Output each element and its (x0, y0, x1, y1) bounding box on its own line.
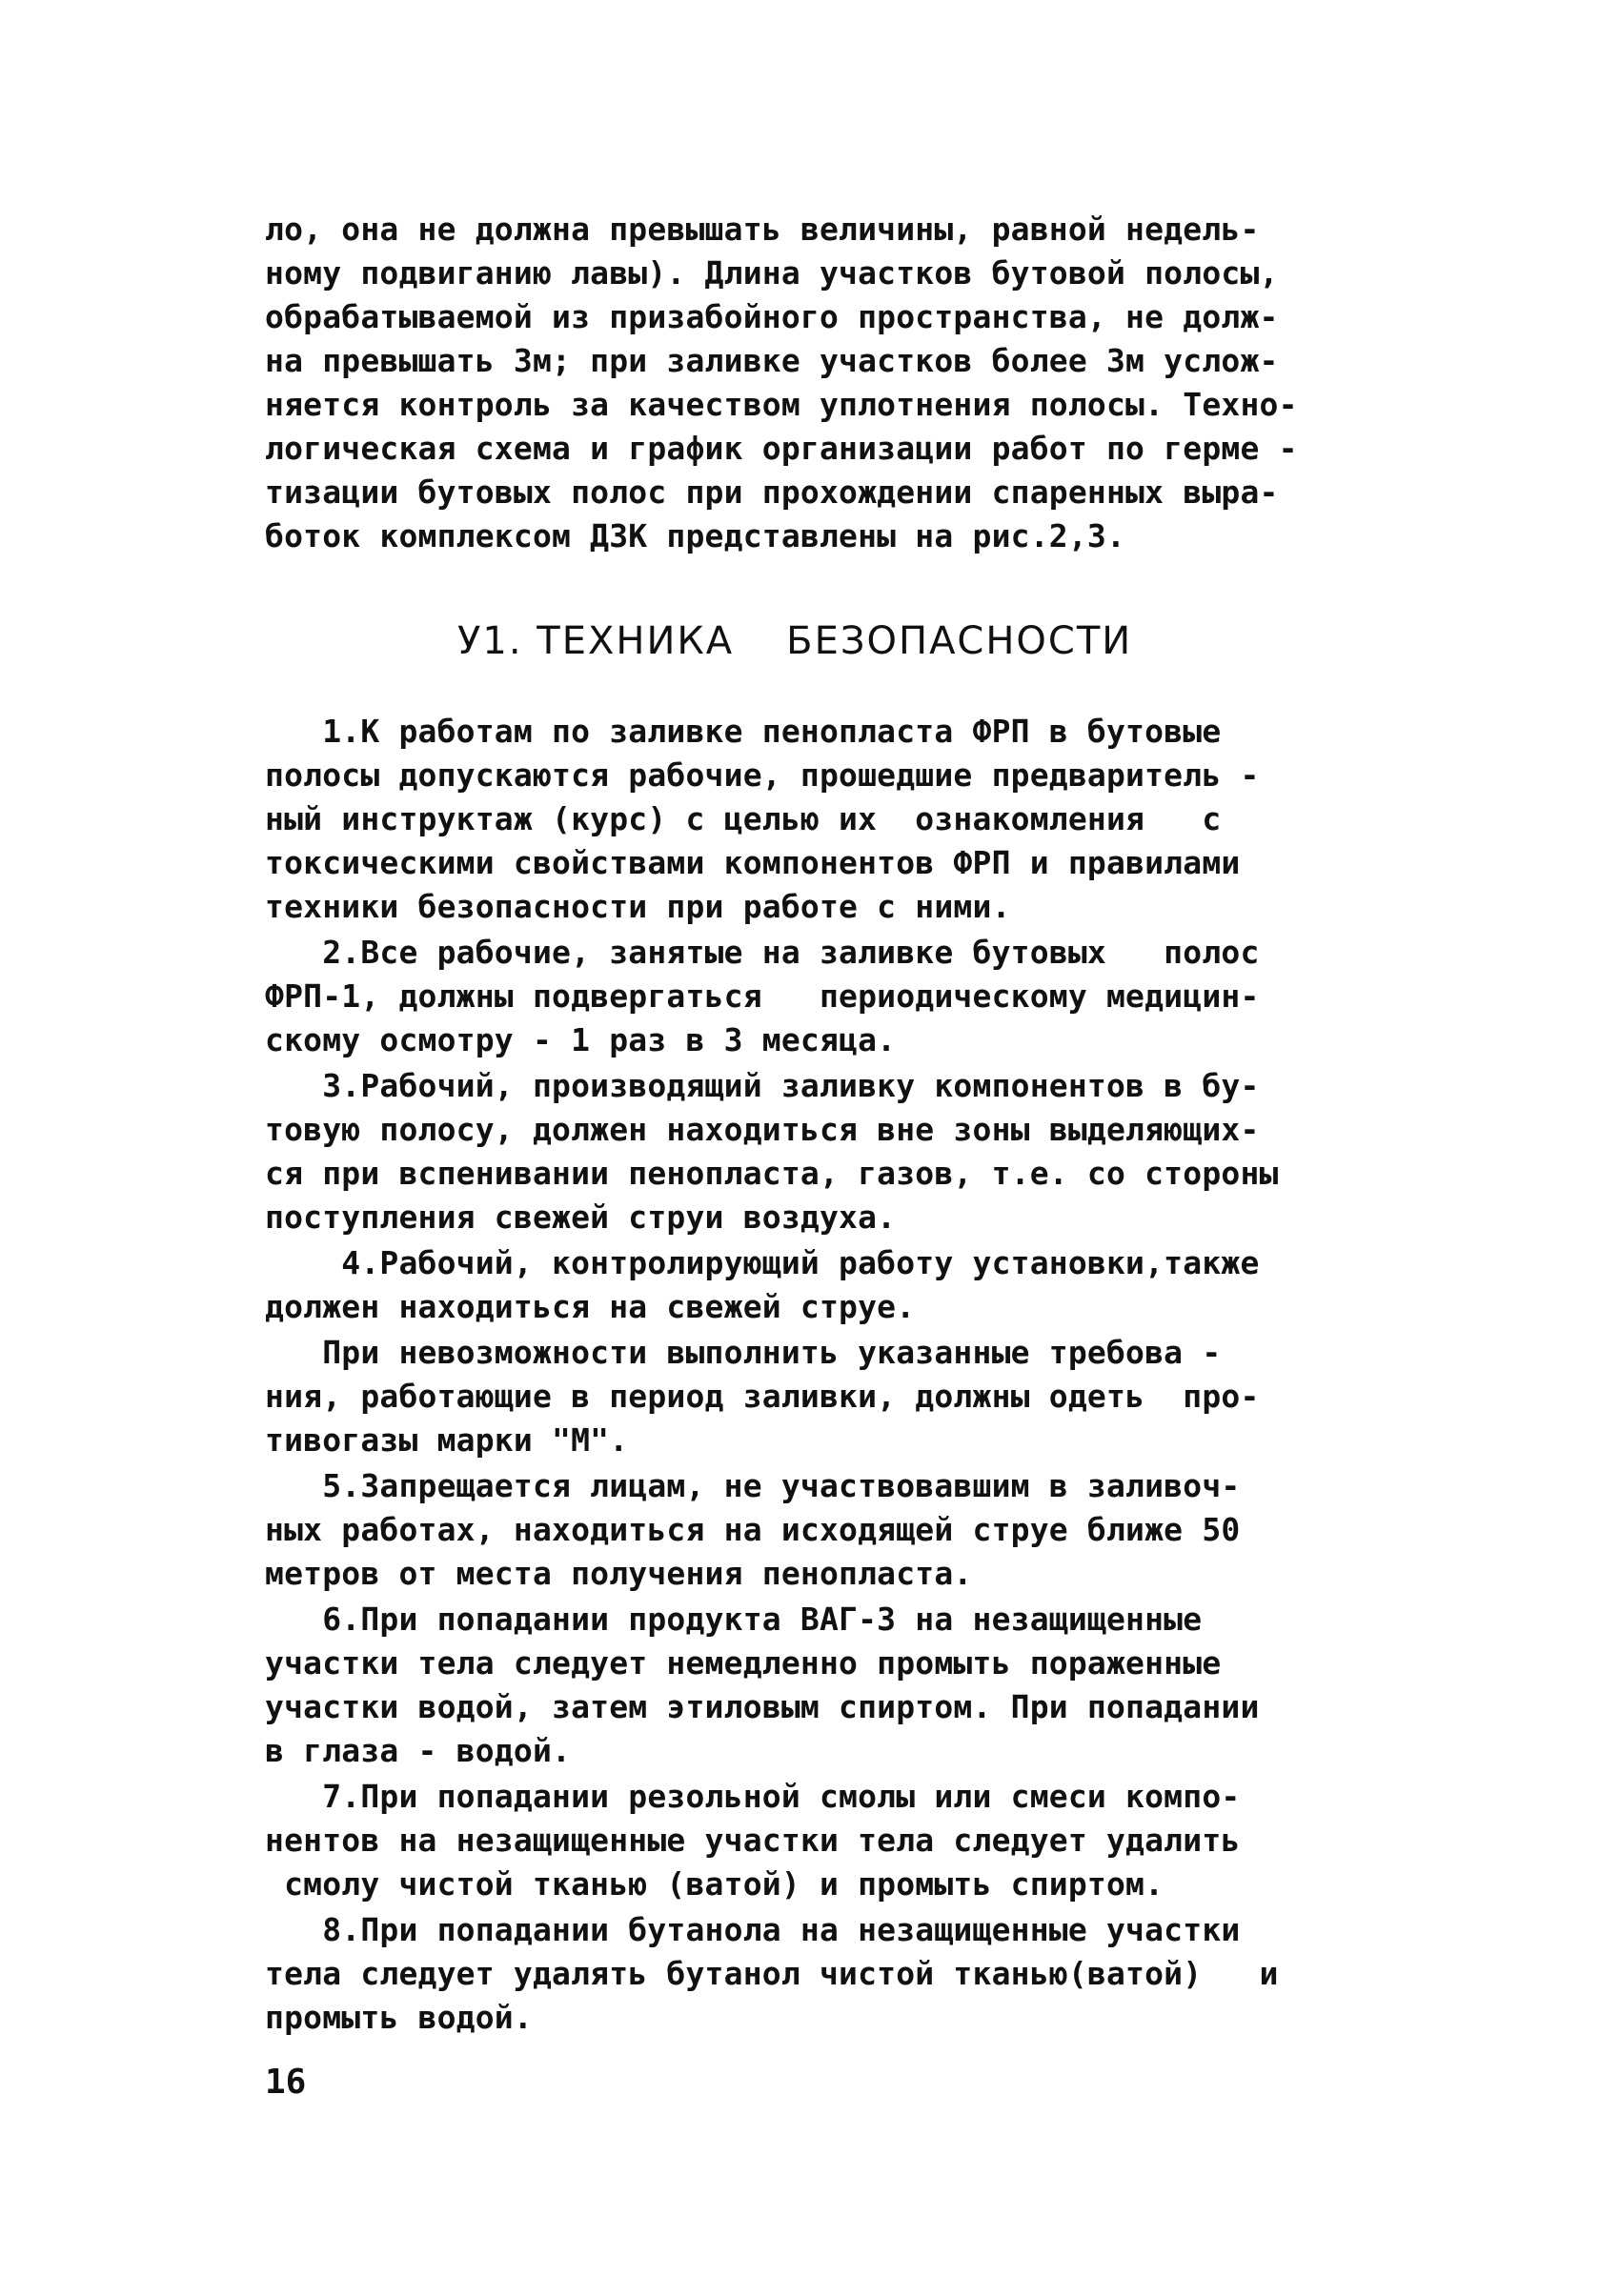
text-line: 3.Рабочий, производящий заливку компонентов в бу- (265, 1067, 1260, 1104)
text-line: нентов на незащищенные участки тела следует удалить (265, 1822, 1241, 1859)
text-line: смолу чистой тканью (ватой) и промыть спиртом. (265, 1865, 1164, 1903)
text-line: ных работах, находиться на исходящей струе ближе 50 (265, 1511, 1241, 1548)
page-number: 16 (265, 2063, 307, 2102)
text-line: 7.При попадании резольной смолы или смеси компо- (265, 1778, 1241, 1815)
section-heading (457, 619, 1132, 663)
text-line: тизации бутовых полос при прохождении спаренных выра- (265, 473, 1279, 511)
text-line: скому осмотру - 1 раз в 3 месяца. (265, 1021, 897, 1058)
text-line: полосы допускаются рабочие, прошедшие предваритель - (265, 756, 1260, 794)
text-line: на превышать 3м; при заливке участков более 3м услож- (265, 342, 1279, 379)
text-line: ло, она не должна превышать величины, равной недель- (265, 211, 1260, 248)
text-line: 5.Запрещается лицам, не участвовавшим в заливоч- (265, 1467, 1241, 1504)
text-line: участки водой, затем этиловым спиртом. При попадании (265, 1688, 1260, 1725)
text-line: промыть водой. (265, 1999, 533, 2036)
text-line: поступления свежей струи воздуха. (265, 1198, 897, 1236)
text-line: метров от места получения пенопласта. (265, 1555, 973, 1592)
text-line: участки тела следует немедленно промыть пораженные (265, 1644, 1222, 1682)
section-title-word2: БЕЗОПАСНОСТИ (786, 619, 1133, 663)
section-title-word1: ТЕХНИКА (537, 619, 735, 663)
text-line: в глаза - водой. (265, 1732, 572, 1769)
text-line: ный инструктаж (курс) с целью их ознакомления с (265, 800, 1222, 837)
text-line: техники безопасности при работе с ними. (265, 888, 1011, 925)
text-line: товую полосу, должен находиться вне зоны выделяющих- (265, 1111, 1260, 1148)
text-line: боток комплексом ДЗК представлены на рис.2,3. (265, 517, 1126, 554)
text-line: 2.Все рабочие, занятые на заливке бутовых полос (265, 934, 1260, 971)
text-line: 4.Рабочий, контролирующий работу установки,также (265, 1244, 1260, 1281)
text-line: обрабатываемой из призабойного пространства, не долж- (265, 298, 1279, 335)
text-line: 1.К работам по заливке пенопласта ФРП в бутовые (265, 713, 1222, 750)
text-line: При невозможности выполнить указанные требова - (265, 1334, 1222, 1371)
section-number: У1. (457, 619, 523, 663)
text-line: 8.При попадании бутанола на незащищенные участки (265, 1911, 1241, 1948)
text-line: тивогазы марки "М". (265, 1421, 629, 1459)
text-line: ному подвиганию лавы). Длина участков бутовой полосы, (265, 254, 1279, 292)
text-line: няется контроль за качеством уплотнения полосы. Техно- (265, 386, 1298, 423)
text-line: ФРП-1, должны подвергаться периодическому медицин- (265, 977, 1260, 1015)
text-line: 6.При попадании продукта ВАГ-3 на незащищенные (265, 1601, 1203, 1638)
text-line: логическая схема и график организации работ по герме - (265, 430, 1298, 467)
text-line: тела следует удалять бутанол чистой тканью(ватой) и (265, 1955, 1279, 1992)
text-line: ния, работающие в период заливки, должны одеть про- (265, 1378, 1260, 1415)
text-line: должен находиться на свежей струе. (265, 1288, 916, 1325)
text-line: токсическими свойствами компонентов ФРП и правилами (265, 844, 1241, 881)
text-line: ся при вспенивании пенопласта, газов, т.е. со стороны (265, 1155, 1279, 1192)
